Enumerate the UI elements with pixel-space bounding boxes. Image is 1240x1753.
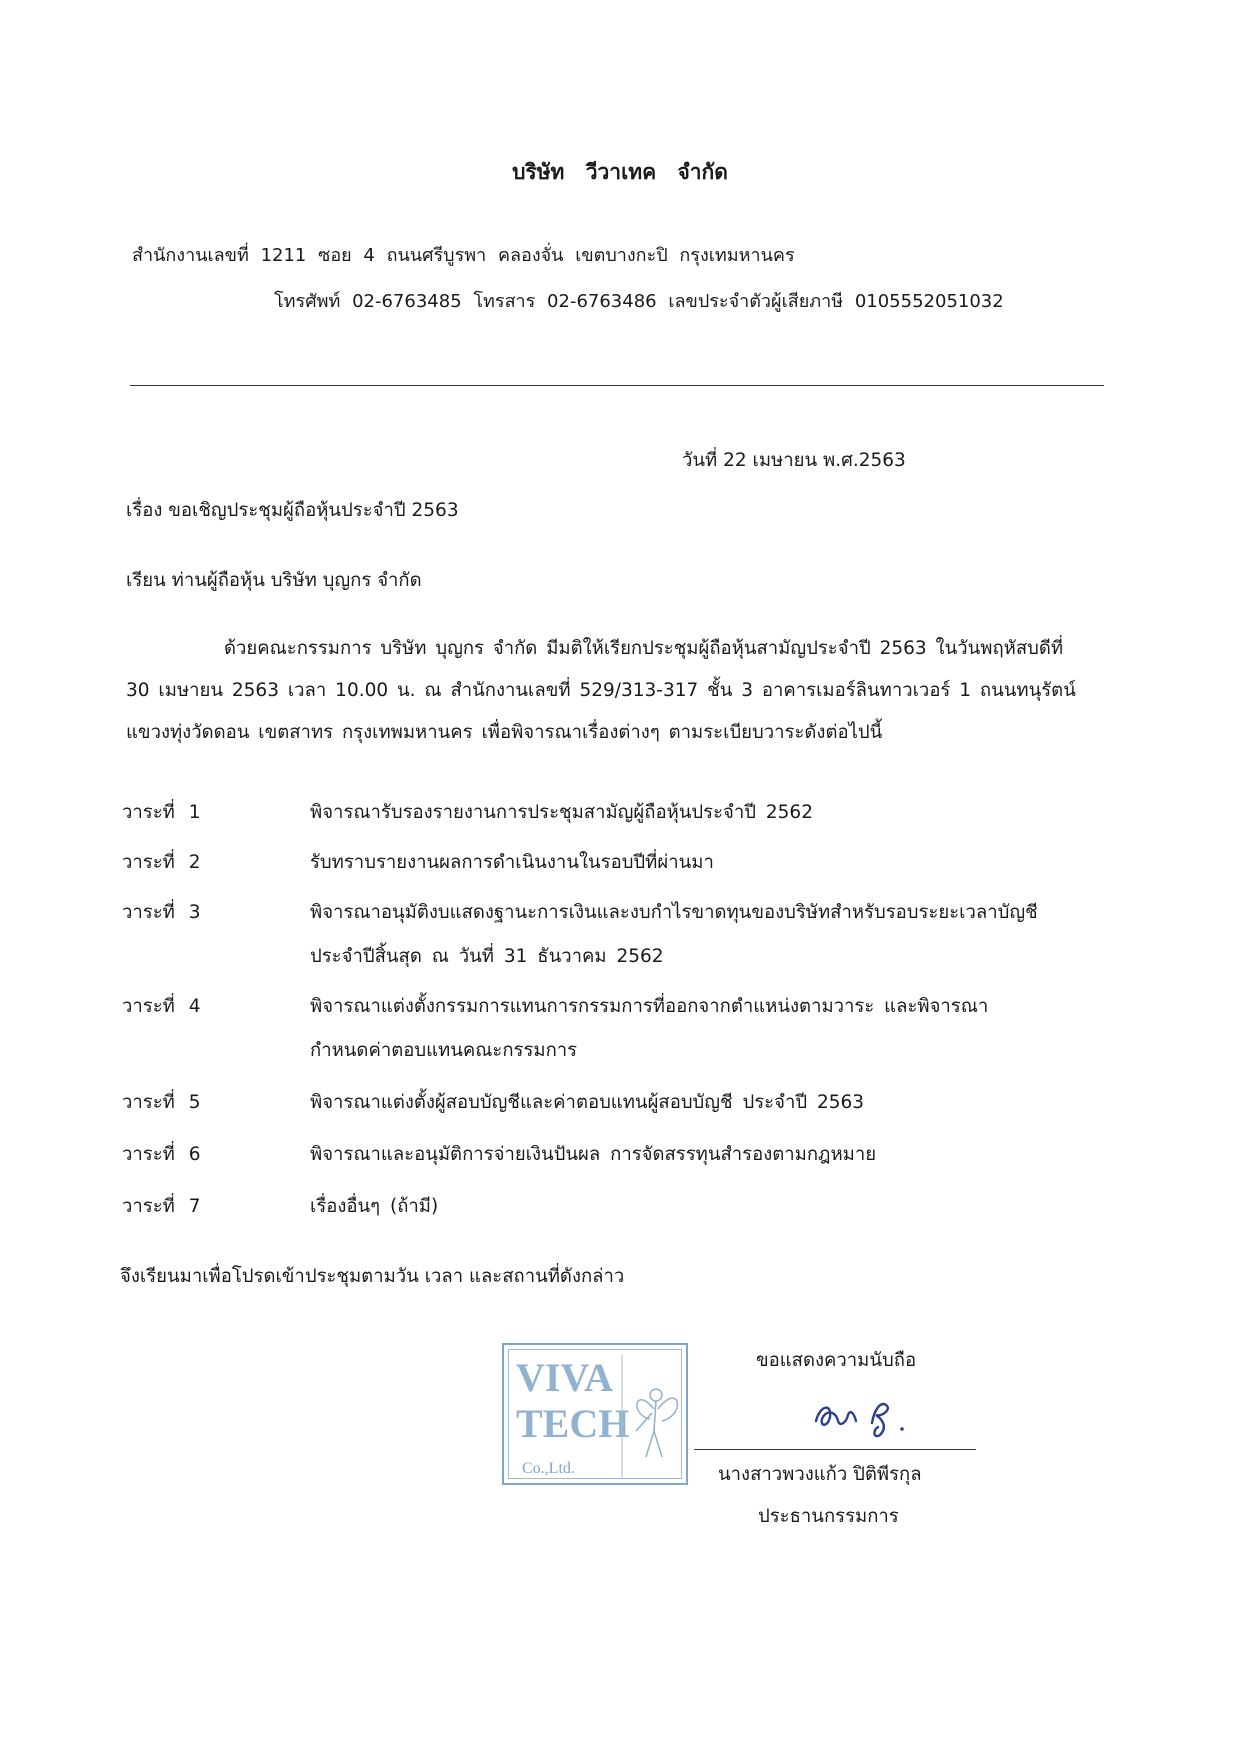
signer-name: นางสาวพวงแก้ว ปิติพีรกุล	[718, 1464, 922, 1485]
intro-line-3: แขวงทุ่งวัดดอน เขตสาทร กรุงเทพมหานคร เพื่อพิจารณาเรื่องต่างๆ ตามระเบียบวาระดังต่อไปนี้	[126, 722, 883, 743]
letter-date: วันที่ 22 เมษายน พ.ศ.2563	[682, 450, 906, 471]
stamp-artwork	[504, 1345, 690, 1487]
stamp-text-coltd: Co.,Ltd.	[522, 1460, 575, 1477]
fairy-icon	[636, 1389, 677, 1457]
agenda-number-4: วาระที่ 4	[122, 996, 201, 1017]
signature-line	[694, 1449, 976, 1450]
agenda-text-2: รับทราบรายงานผลการดำเนินงานในรอบปีที่ผ่านมา	[310, 852, 714, 873]
agenda-text-7: เรื่องอื่นๆ (ถ้ามี)	[310, 1196, 439, 1217]
signer-title: ประธานกรรมการ	[758, 1506, 899, 1527]
closing-regards: ขอแสดงความนับถือ	[756, 1350, 917, 1371]
closing-sentence: จึงเรียนมาเพื่อโปรดเข้าประชุมตามวัน เวลา และสถานที่ดังกล่าว	[120, 1266, 625, 1287]
intro-line-2: 30 เมษายน 2563 เวลา 10.00 น. ณ สำนักงานเลขที่ 529/313-317 ชั้น 3 อาคารเมอร์ลินทาวเวอร์ 1 ถนนทนุรัตน์	[126, 680, 1076, 701]
agenda-text-6: พิจารณาและอนุมัติการจ่ายเงินปันผล การจัดสรรทุนสำรองตามกฎหมาย	[310, 1144, 877, 1165]
agenda-number-5: วาระที่ 5	[122, 1092, 201, 1113]
agenda-number-2: วาระที่ 2	[122, 852, 201, 873]
intro-line-1: ด้วยคณะกรรมการ บริษัท บุญกร จำกัด มีมติให้เรียกประชุมผู้ถือหุ้นสามัญประจำปี 2563 ในวันพฤหัสบดีที่	[224, 638, 1064, 659]
agenda-text-1: พิจารณารับรองรายงานการประชุมสามัญผู้ถือหุ้นประจำปี 2562	[310, 802, 813, 823]
company-name: บริษัท วีวาเทค จำกัด	[512, 160, 728, 184]
letter-subject: เรื่อง ขอเชิญประชุมผู้ถือหุ้นประจำปี 2563	[126, 500, 459, 521]
agenda-number-6: วาระที่ 6	[122, 1144, 201, 1165]
agenda-text-4a: พิจารณาแต่งตั้งกรรมการแทนการกรรมการที่ออกจากตำแหน่งตามวาระ และพิจารณา	[310, 996, 989, 1017]
agenda-text-5: พิจารณาแต่งตั้งผู้สอบบัญชีและค่าตอบแทนผู้สอบบัญชี ประจำปี 2563	[310, 1092, 865, 1113]
agenda-number-1: วาระที่ 1	[122, 802, 201, 823]
company-address: สำนักงานเลขที่ 1211 ซอย 4 ถนนศรีบูรพา คลองจั่น เขตบางกะปิ กรุงเทมหานคร	[132, 245, 795, 266]
letter-salutation: เรียน ท่านผู้ถือหุ้น บริษัท บุญกร จำกัด	[126, 570, 422, 591]
handwritten-signature	[810, 1383, 920, 1443]
stamp-text-viva: VIVA	[516, 1355, 614, 1400]
agenda-number-7: วาระที่ 7	[122, 1196, 201, 1217]
agenda-text-4b: กำหนดค่าตอบแทนคณะกรรมการ	[310, 1040, 578, 1061]
agenda-text-3a: พิจารณาอนุมัติงบแสดงฐานะการเงินและงบกำไรขาดทุนของบริษัทสำหรับรอบระยะเวลาบัญชี	[310, 902, 1038, 923]
stamp-text-tech: TECH	[516, 1401, 630, 1446]
company-stamp	[502, 1343, 688, 1485]
agenda-number-3: วาระที่ 3	[122, 902, 201, 923]
company-contact: โทรศัพท์ 02-6763485 โทรสาร 02-6763486 เลขประจำตัวผู้เสียภาษี 0105552051032	[274, 291, 1004, 312]
header-divider	[130, 385, 1104, 386]
agenda-text-3b: ประจำปีสิ้นสุด ณ วันที่ 31 ธันวาคม 2562	[310, 946, 664, 967]
